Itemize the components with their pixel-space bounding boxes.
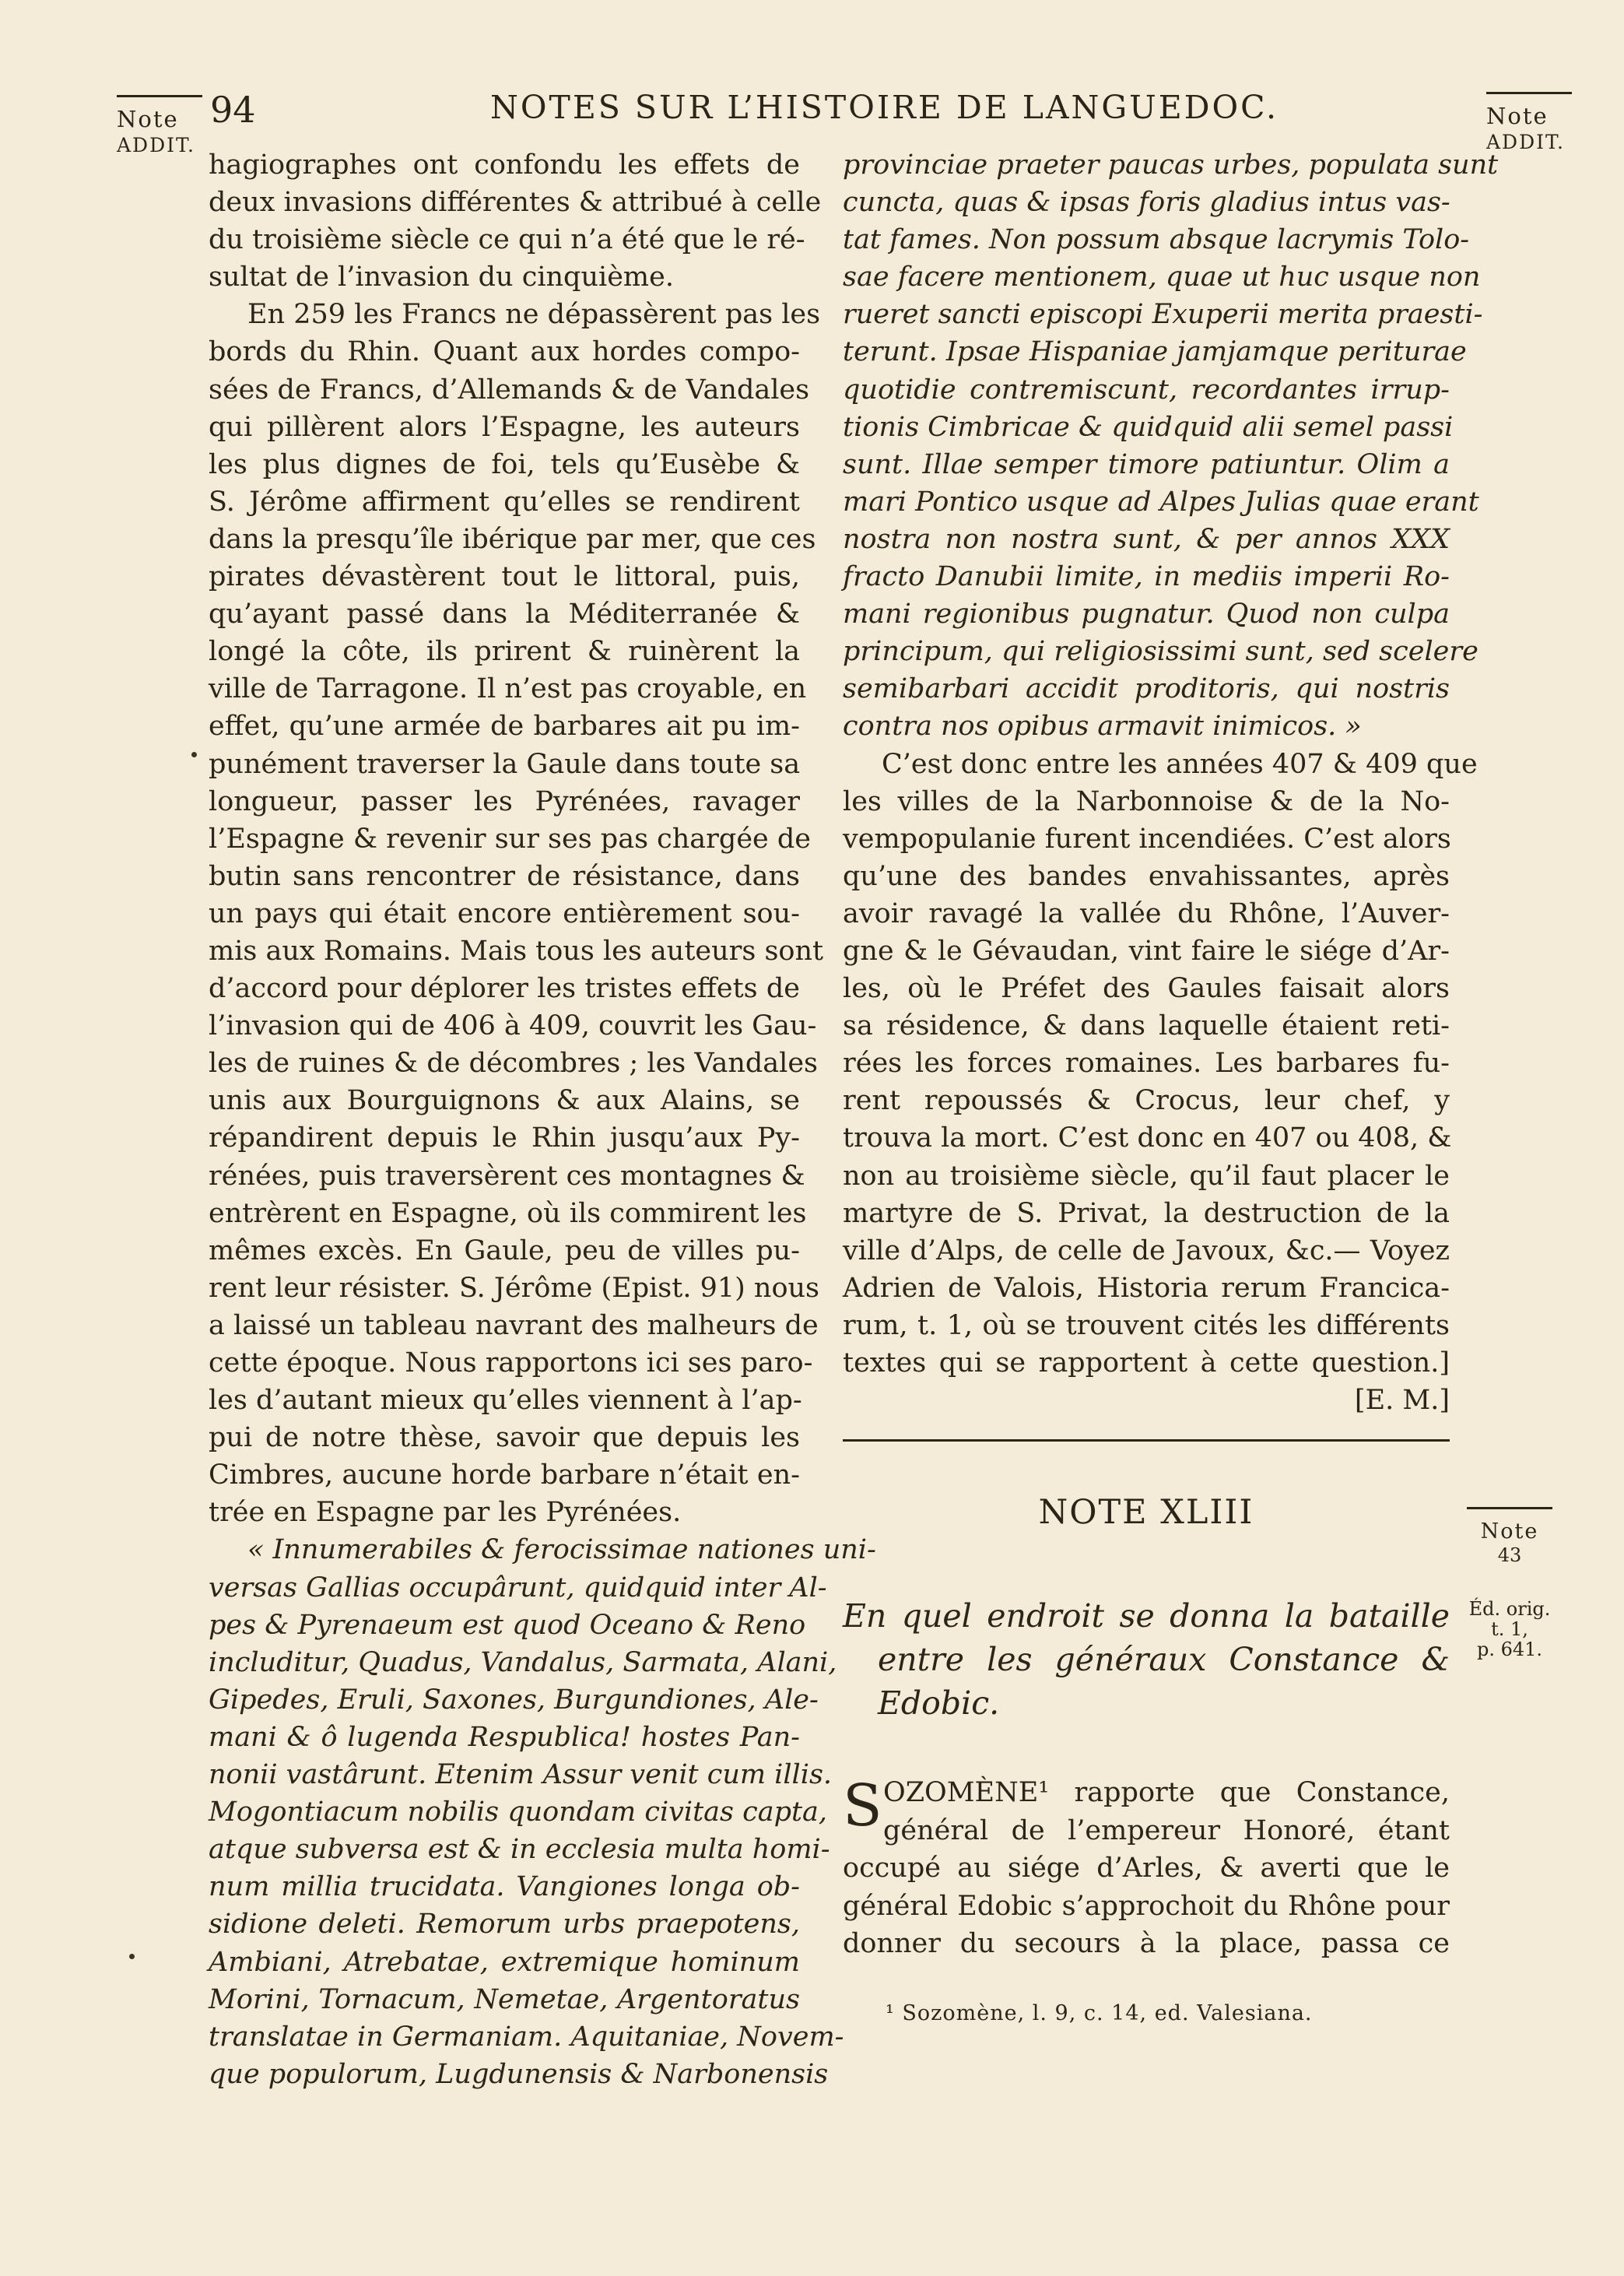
text-line: fracto Danubii limite, in mediis imperii Ro- — [843, 561, 1450, 593]
text-line: avoir ravagé la vallée du Rhône, l’Auver- — [843, 897, 1450, 929]
text-line: contra nos opibus armavit inimicos. » — [843, 711, 1362, 743]
text-line: répandirent depuis le Rhin jusqu’aux Py- — [209, 1122, 800, 1154]
running-head: NOTES SUR L’HISTOIRE DE LANGUEDOC. — [490, 89, 1279, 126]
text-line: effet, qu’une armée de barbares ait pu im- — [209, 711, 800, 743]
text-line: rent leur résister. S. Jérôme (Epist. 91) nous — [209, 1272, 820, 1304]
edition-reference — [1463, 1599, 1556, 1660]
text-line: terunt. Ipsae Hispaniae jamjamque periturae — [843, 336, 1467, 368]
margin-rule — [1486, 92, 1572, 94]
text-line: rueret sancti episcopi Exuperii merita praesti- — [843, 299, 1483, 331]
text-line: Morini, Tornacum, Nemetae, Argentoratus — [209, 1983, 800, 2015]
ink-speck — [129, 1954, 135, 1959]
margin-note-label: Note — [1486, 103, 1549, 129]
text-line: donner du secours à la place, passa ce — [843, 1928, 1450, 1959]
text-line: bords du Rhin. Quant aux hordes compo- — [209, 336, 800, 368]
note-title: NOTE XLIII — [1038, 1493, 1254, 1532]
text-line: sunt. Illae semper timore patiuntur. Olim a — [843, 448, 1450, 480]
text-line: l’Espagne & revenir sur ses pas chargée de — [209, 823, 811, 855]
text-line: général Edobic s’approchoit du Rhône pour — [843, 1890, 1450, 1922]
text-line: rénées, puis traversèrent ces montagnes & — [209, 1160, 805, 1192]
text-line: translatae in Germaniam. Aquitaniae, Novem- — [209, 2021, 844, 2053]
heading-line: Edobic. — [878, 1684, 1000, 1722]
margin-addit-label: ADDIT. — [1486, 131, 1565, 153]
footnote: ¹ Sozomène, l. 9, c. 14, ed. Valesiana. — [886, 2001, 1313, 2025]
text-line: cuncta, quas & ipsas foris gladius intus vas- — [843, 187, 1450, 219]
margin-addit-label: ADDIT. — [117, 134, 195, 156]
text-line: OZOMÈNE¹ rapporte que Constance, — [883, 1777, 1450, 1808]
text-line: martyre de S. Privat, la destruction de la — [843, 1197, 1450, 1229]
text-line: Cimbres, aucune horde barbare n’était en- — [209, 1459, 800, 1491]
text-line: trouva la mort. C’est donc en 407 ou 408, & — [843, 1122, 1452, 1154]
text-line: sultat de l’invasion du cinquième. — [209, 262, 674, 293]
text-line: rent repoussés & Crocus, leur chef, y — [843, 1085, 1450, 1117]
page-number: 94 — [210, 89, 256, 131]
text-line: que populorum, Lugdunensis & Narbonensis — [209, 2058, 829, 2090]
text-line: textes qui se rapportent à cette question.] — [843, 1347, 1450, 1379]
text-line: les villes de la Narbonnoise & de la No- — [843, 785, 1450, 817]
text-line: provinciae praeter paucas urbes, populata sunt — [843, 149, 1499, 181]
text-line: non au troisième siècle, qu’il faut placer le — [843, 1160, 1450, 1192]
text-line: les plus dignes de foi, tels qu’Eusèbe & — [209, 448, 800, 480]
side-note — [1467, 1507, 1552, 1567]
text-line: les d’autant mieux qu’elles viennent à l’ap- — [209, 1385, 802, 1417]
drop-cap: S — [843, 1772, 882, 1839]
text-line: cette époque. Nous rapportons ici ses paro- — [209, 1347, 813, 1379]
text-line: Ambiani, Atrebatae, extremique hominum — [209, 1946, 800, 1978]
text-line: occupé au siége d’Arles, & averti que le — [843, 1853, 1450, 1884]
text-line: rées les forces romaines. Les barbares fu- — [843, 1048, 1450, 1080]
paragraph — [209, 296, 824, 1531]
text-line: entrèrent en Espagne, où ils commirent les — [209, 1197, 807, 1229]
paragraph — [209, 146, 822, 296]
latin-quotation — [209, 1531, 876, 2092]
heading-line: entre les généraux Constance & — [878, 1641, 1450, 1678]
side-note-label: Note — [1480, 1519, 1539, 1544]
text-line: S. Jérôme affirment qu’elles se rendirent — [209, 486, 800, 518]
margin-note-label: Note — [117, 106, 179, 132]
text-line: longueur, passer les Pyrénées, ravager — [209, 785, 800, 817]
text-line: punément traverser la Gaule dans toute sa — [209, 748, 801, 780]
text-line: pirates dévastèrent tout le littoral, puis, — [209, 561, 800, 593]
text-line: versas Gallias occupârunt, quidquid inter Al- — [209, 1572, 827, 1603]
text-line: En 259 les Francs ne dépassèrent pas les — [247, 299, 821, 331]
text-line: du troisième siècle ce qui n’a été que le ré- — [209, 224, 805, 256]
edition-page: p. 641. — [1476, 1639, 1543, 1660]
text-line: principum, qui religiosissimi sunt, sed scelere — [843, 636, 1478, 668]
text-line: d’accord pour déplorer les tristes effets de — [209, 973, 800, 1005]
text-line: les de ruines & de décombres ; les Vandales — [209, 1048, 819, 1080]
text-line: sa résidence, & dans laquelle étaient reti- — [843, 1010, 1450, 1042]
text-line: « Innumerabiles & ferocissimae nationes uni- — [247, 1534, 876, 1566]
text-line: quotidie contremiscunt, recordantes irrup- — [843, 374, 1450, 406]
text-line: l’invasion qui de 406 à 409, couvrit les Gau- — [209, 1010, 817, 1042]
text-line: sidione deleti. Remorum urbs praepotens, — [209, 1909, 800, 1941]
text-line: gne & le Gévaudan, vint faire le siége d’Ar- — [843, 935, 1450, 967]
text-line: C’est donc entre les années 407 & 409 que — [882, 748, 1478, 780]
text-line: nostra non nostra sunt, & per annos XXX — [843, 523, 1450, 555]
margin-note-left — [117, 95, 202, 158]
signature: [E. M.] — [1354, 1385, 1450, 1417]
text-line: mani & ô lugenda Respublica! hostes Pan- — [209, 1721, 800, 1753]
text-line: a laissé un tableau navrant des malheurs de — [209, 1309, 819, 1341]
text-line: pes & Pyrenaeum est quod Oceano & Reno — [209, 1609, 806, 1641]
text-line: Gipedes, Eruli, Saxones, Burgundiones, Ale- — [209, 1684, 819, 1716]
margin-rule — [1467, 1507, 1552, 1509]
left-column — [209, 146, 876, 2093]
text-line: ville d’Alps, de celle de Javoux, &c.— Voyez — [843, 1235, 1450, 1266]
text-line: atque subversa est & in ecclesia multa homi- — [209, 1834, 830, 1866]
ink-speck — [191, 752, 197, 757]
heading-line: En quel endroit se donna la bataille — [843, 1597, 1450, 1635]
note-heading — [843, 1594, 1450, 1725]
text-line: général de l’empereur Honoré, étant — [883, 1814, 1450, 1846]
text-line: Mogontiacum nobilis quondam civitas capta, — [209, 1797, 828, 1828]
text-line: tat fames. Non possum absque lacrymis Tolo- — [843, 224, 1470, 256]
margin-note-right — [1486, 92, 1572, 155]
text-line: semibarbari accidit proditoris, qui nostris — [843, 673, 1450, 705]
text-line: deux invasions différentes & attribué à celle — [209, 187, 822, 219]
text-line: vempopulanie furent incendiées. C’est alors — [843, 823, 1451, 855]
text-line: mani regionibus pugnatur. Quod non culpa — [843, 599, 1450, 630]
text-line: longé la côte, ils prirent & ruinèrent la — [209, 636, 800, 668]
right-column — [843, 146, 1499, 1419]
text-line: mêmes excès. En Gaule, peu de villes pu- — [209, 1235, 800, 1266]
text-line: les, où le Préfet des Gaules faisait alors — [843, 973, 1450, 1005]
paragraph — [843, 746, 1478, 1420]
edition-label: Éd. orig. — [1468, 1598, 1551, 1620]
text-line: hagiographes ont confondu les effets de — [209, 149, 800, 181]
text-line: rum, t. 1, où se trouvent cités les différents — [843, 1309, 1450, 1341]
edition-tome: t. 1, — [1491, 1618, 1528, 1640]
text-line: sae facere mentionem, quae ut huc usque non — [843, 262, 1481, 293]
text-line: pui de notre thèse, savoir que depuis les — [209, 1422, 800, 1454]
text-line: unis aux Bourguignons & aux Alains, se — [209, 1085, 800, 1117]
note-body — [843, 1774, 1450, 1963]
text-line: mari Pontico usque ad Alpes Julias quae erant — [843, 486, 1479, 518]
latin-quotation — [843, 146, 1499, 746]
text-line: mis aux Romains. Mais tous les auteurs sont — [209, 935, 824, 967]
side-note-number: 43 — [1497, 1544, 1522, 1566]
text-line: Adrien de Valois, Historia rerum Francica- — [843, 1272, 1450, 1304]
text-line: qu’ayant passé dans la Méditerranée & — [209, 599, 800, 630]
text-line: nonii vastârunt. Etenim Assur venit cum illis. — [209, 1759, 833, 1791]
margin-rule — [117, 95, 202, 97]
text-line: qu’une des bandes envahissantes, après — [843, 860, 1450, 892]
section-divider — [843, 1439, 1450, 1442]
text-line: ville de Tarragone. Il n’est pas croyable, en — [209, 673, 807, 705]
text-line: qui pillèrent alors l’Espagne, les auteurs — [209, 411, 800, 443]
text-line: butin sans rencontrer de résistance, dans — [209, 860, 800, 892]
text-line: trée en Espagne par les Pyrénées. — [209, 1497, 682, 1529]
text-line: sées de Francs, d’Allemands & de Vandales — [209, 374, 810, 406]
text-line: dans la presqu’île ibérique par mer, que ces — [209, 523, 816, 555]
text-line: includitur, Quadus, Vandalus, Sarmata, Alani, — [209, 1646, 837, 1678]
text-line: un pays qui était encore entièrement sou- — [209, 897, 800, 929]
text-line: num millia trucidata. Vangiones longa ob- — [209, 1871, 800, 1903]
text-line: tionis Cimbricae & quidquid alii semel passi — [843, 411, 1454, 443]
